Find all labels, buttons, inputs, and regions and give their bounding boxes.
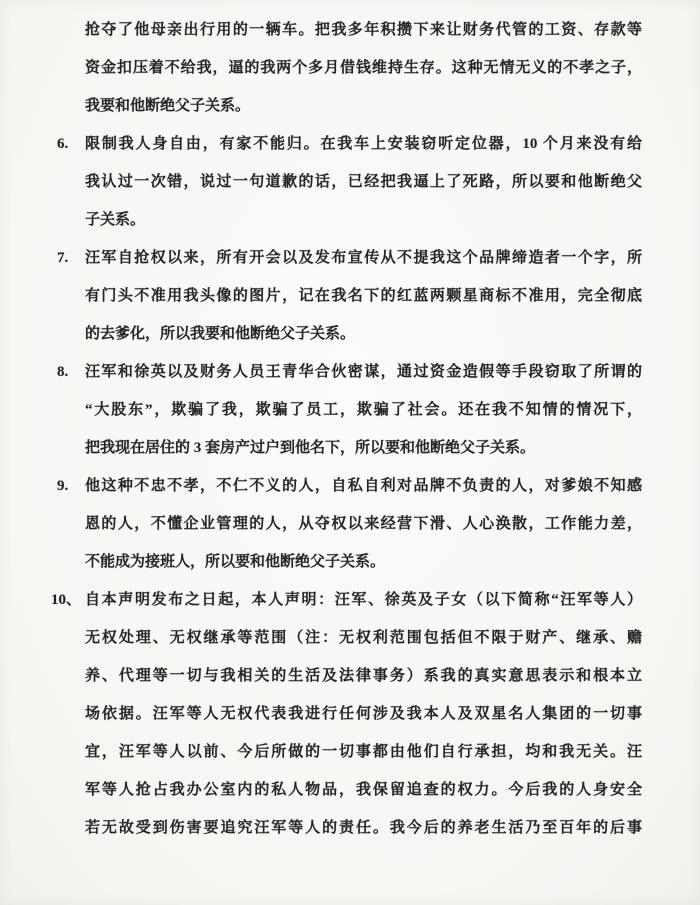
text-line: 把我现在居住的 3 套房产过户到他名下，所以要和他断绝父子关系。 — [85, 440, 536, 456]
declaration-item — [57, 353, 642, 467]
text-line: 的去爹化，所以我要和他断绝父子关系。 — [85, 326, 356, 342]
text-line: 不能成为接班人，所以要和他断绝父子关系。 — [85, 554, 386, 570]
declaration-item — [51, 581, 642, 847]
text-line: 他这种不忠不孝，不仁不义的人，自私自利对品牌不负责的人，对爹娘不知感 — [85, 478, 642, 494]
item-number: 8. — [57, 364, 69, 380]
declaration-item — [57, 239, 642, 353]
text-line: 我要和他断绝父子关系。 — [85, 98, 251, 114]
text-line: 自本声明发布之日起，本人声明：汪军、徐英及子女（以下简称“汪军等人） — [85, 592, 642, 608]
text-line: 汪军自抢权以来，所有开会以及发布宣传从不提我这个品牌缔造者一个字，所 — [85, 250, 642, 266]
item-number: 9. — [57, 478, 69, 494]
item-number: 10、 — [51, 592, 82, 608]
text-line: 若无故受到伤害要追究汪军等人的责任。我今后的养老生活乃至百年的后事 — [85, 820, 642, 836]
text-line: 军等人抢占我办公室内的私人物品，我保留追查的权力。今后我的人身安全 — [85, 782, 642, 798]
declaration-body — [51, 11, 642, 847]
text-line: 限制我人身自由，有家不能归。在我车上安装窃听定位器，10 个月来没有给 — [85, 136, 642, 152]
declaration-item — [57, 467, 642, 581]
declaration-item — [57, 125, 642, 239]
text-line: 资金扣压着不给我，逼的我两个多月借钱维持生存。这种无情无义的不孝之子， — [85, 60, 642, 76]
text-line: 子关系。 — [85, 212, 146, 228]
item-number: 6. — [57, 136, 69, 152]
text-line: 汪军和徐英以及财务人员王青华合伙密谋，通过资金造假等手段窃取了所谓的 — [85, 364, 642, 380]
text-line: 无权处理、无权继承等范围（注：无权利范围包括但不限于财产、继承、赡 — [85, 630, 642, 646]
item-number: 7. — [57, 250, 69, 266]
text-line: 我认过一次错，说过一句道歉的话，已经把我逼上了死路，所以要和他断绝父 — [85, 174, 642, 190]
text-line: 有门头不准用我头像的图片，记在我名下的红蓝两颗星商标不准用，完全彻底 — [85, 288, 642, 304]
text-line: “大股东”，欺骗了我，欺骗了员工，欺骗了社会。还在我不知情的情况下， — [85, 402, 642, 418]
text-line: 宜，汪军等人以前、今后所做的一切事都由他们自行承担，均和我无关。汪 — [85, 744, 642, 760]
text-line: 抢夺了他母亲出行用的一辆车。把我多年积攒下来让财务代管的工资、存款等 — [85, 22, 642, 38]
declaration-item — [85, 11, 642, 125]
text-line: 场依据。汪军等人无权代表我进行任何涉及我本人及双星名人集团的一切事 — [85, 706, 642, 722]
text-line: 养、代理等一切与我相关的生活及法律事务）系我的真实意思表示和根本立 — [85, 668, 642, 684]
text-line: 恩的人，不懂企业管理的人，从夺权以来经营下滑、人心涣散，工作能力差， — [85, 516, 642, 532]
